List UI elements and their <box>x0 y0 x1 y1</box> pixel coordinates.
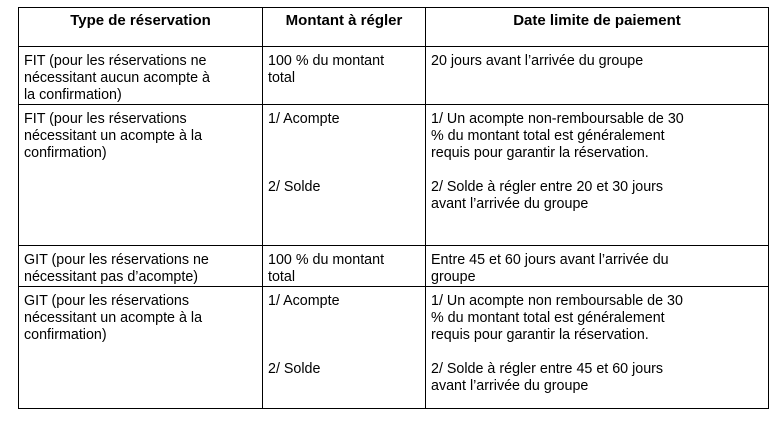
cell-line: % du montant total est généralement <box>431 310 665 326</box>
cell-line: total <box>268 269 296 285</box>
cell-montant <box>263 287 426 409</box>
cell-line: nécessitant aucun acompte à <box>24 70 210 86</box>
cell-line: 2/ Solde <box>268 179 321 195</box>
cell-line: 2/ Solde à régler entre 45 et 60 jours <box>431 361 664 377</box>
cell-line: avant l’arrivée du groupe <box>431 196 589 212</box>
cell-type <box>19 47 263 105</box>
cell-line: 2/ Solde <box>268 361 321 377</box>
cell-line: avant l’arrivée du groupe <box>431 378 589 394</box>
table-row <box>19 105 769 246</box>
cell-spacer <box>268 310 420 361</box>
cell-type <box>19 105 263 246</box>
cell-date <box>426 105 769 246</box>
cell-line: confirmation) <box>24 145 107 161</box>
cell-line: 1/ Acompte <box>268 293 340 309</box>
header-type: Type de réservation <box>19 8 263 47</box>
cell-line: GIT (pour les réservations ne <box>24 252 209 268</box>
cell-line: 1/ Un acompte non-remboursable de 30 <box>431 111 684 127</box>
cell-spacer <box>431 162 763 179</box>
cell-line: 20 jours avant l’arrivée du groupe <box>431 53 644 69</box>
cell-line: FIT (pour les réservations ne <box>24 53 207 69</box>
cell-type <box>19 246 263 287</box>
table-row <box>19 246 769 287</box>
cell-line: requis pour garantir la réservation. <box>431 327 649 343</box>
cell-date <box>426 287 769 409</box>
cell-date <box>426 246 769 287</box>
cell-montant <box>263 47 426 105</box>
header-montant: Montant à régler <box>263 8 426 47</box>
cell-montant <box>263 105 426 246</box>
reservation-table <box>18 7 769 409</box>
header-date: Date limite de paiement <box>426 8 769 47</box>
cell-spacer <box>268 128 420 179</box>
table-row <box>19 47 769 105</box>
cell-line: la confirmation) <box>24 87 122 103</box>
cell-line: GIT (pour les réservations <box>24 293 190 309</box>
cell-line: confirmation) <box>24 327 107 343</box>
table-row <box>19 287 769 409</box>
header-row <box>19 8 769 47</box>
cell-line: nécessitant un acompte à la <box>24 310 203 326</box>
cell-line: 1/ Acompte <box>268 111 340 127</box>
cell-spacer <box>431 344 763 361</box>
cell-line: % du montant total est généralement <box>431 128 665 144</box>
cell-type <box>19 287 263 409</box>
cell-line: 2/ Solde à régler entre 20 et 30 jours <box>431 179 664 195</box>
cell-line: total <box>268 70 296 86</box>
cell-line: nécessitant pas d’acompte) <box>24 269 199 285</box>
cell-line: requis pour garantir la réservation. <box>431 145 649 161</box>
cell-line: 100 % du montant <box>268 53 385 69</box>
cell-line: Entre 45 et 60 jours avant l’arrivée du <box>431 252 669 268</box>
cell-line: groupe <box>431 269 476 285</box>
cell-date <box>426 47 769 105</box>
cell-line: 100 % du montant <box>268 252 385 268</box>
cell-line: FIT (pour les réservations <box>24 111 187 127</box>
cell-line: 1/ Un acompte non remboursable de 30 <box>431 293 683 309</box>
cell-montant <box>263 246 426 287</box>
cell-line: nécessitant un acompte à la <box>24 128 203 144</box>
